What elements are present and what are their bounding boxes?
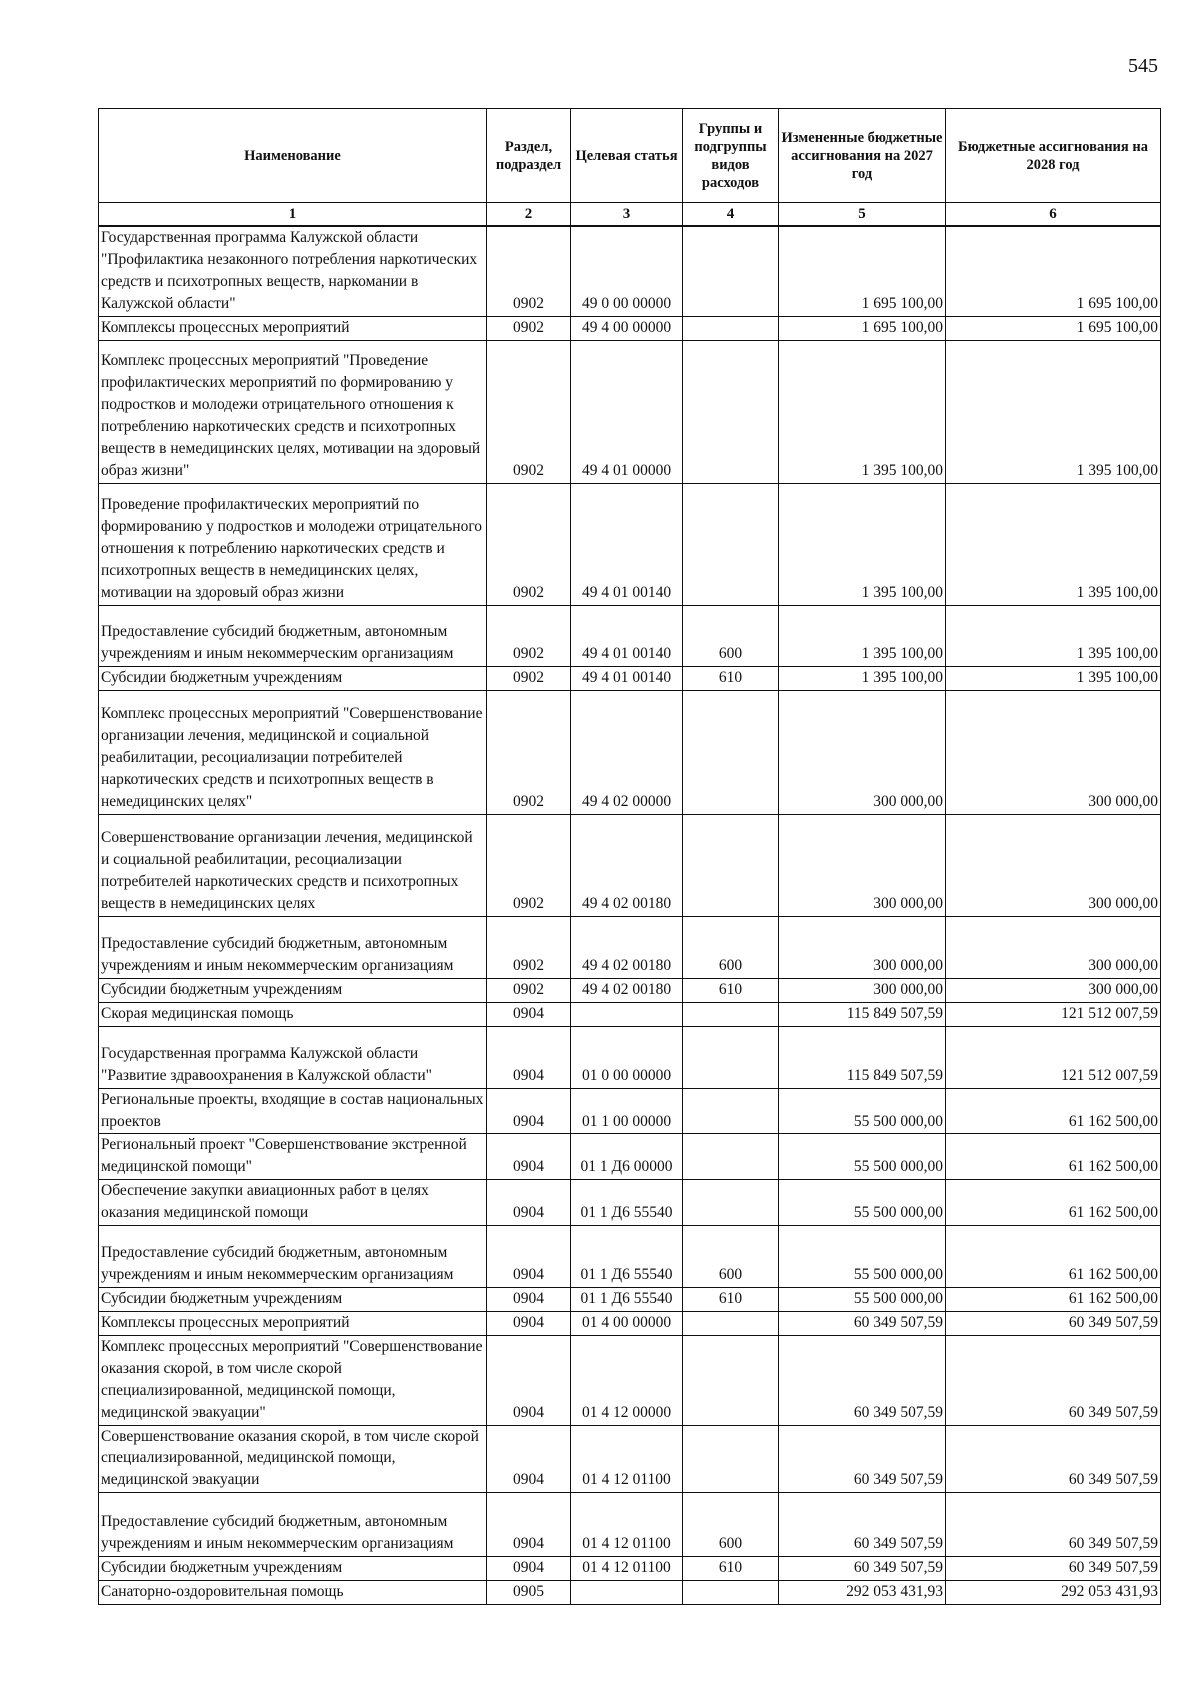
section-code: 0902 xyxy=(487,916,571,978)
expense-group xyxy=(683,814,779,916)
table-row xyxy=(99,814,1161,916)
table-row xyxy=(99,1311,1161,1335)
table-row xyxy=(99,1002,1161,1026)
expense-group: 600 xyxy=(683,916,779,978)
target-article: 49 4 01 00000 xyxy=(571,340,683,483)
row-name: Субсидии бюджетным учреждениям xyxy=(99,978,487,1002)
amount-2027: 55 500 000,00 xyxy=(779,1088,946,1134)
row-name: Субсидии бюджетным учреждениям xyxy=(99,1557,487,1581)
row-name: Комплекс процессных мероприятий "Совершенствование организации лечения, медицинской и социальной реабилитации, ресоциализации потребителей наркотических средств и психотропных веществ в немедицинских целях" xyxy=(99,690,487,814)
row-name: Субсидии бюджетным учреждениям xyxy=(99,1288,487,1312)
row-name: Проведение профилактических мероприятий по формированию у подростков и молодежи отрицательного отношения к потреблению наркотических средств и психотропных веществ в немедицинских целях, мотивации на здоровый образ жизни xyxy=(99,483,487,605)
amount-2028: 300 000,00 xyxy=(946,978,1161,1002)
amount-2027: 55 500 000,00 xyxy=(779,1134,946,1180)
target-article: 49 4 02 00180 xyxy=(571,916,683,978)
amount-2027: 1 395 100,00 xyxy=(779,605,946,666)
target-article: 01 0 00 00000 xyxy=(571,1026,683,1088)
amount-2028: 300 000,00 xyxy=(946,814,1161,916)
amount-2027: 300 000,00 xyxy=(779,814,946,916)
column-number: 3 xyxy=(571,203,683,227)
section-code: 0902 xyxy=(487,483,571,605)
target-article: 01 4 12 01100 xyxy=(571,1557,683,1581)
section-code: 0904 xyxy=(487,1557,571,1581)
column-number: 1 xyxy=(99,203,487,227)
amount-2027: 55 500 000,00 xyxy=(779,1288,946,1312)
section-code: 0904 xyxy=(487,1288,571,1312)
table-row xyxy=(99,605,1161,666)
section-code: 0904 xyxy=(487,1226,571,1288)
header-expense-groups: Группы и подгруппы видов расходов xyxy=(683,109,779,203)
amount-2027: 1 395 100,00 xyxy=(779,483,946,605)
amount-2028: 1 395 100,00 xyxy=(946,666,1161,690)
table-row xyxy=(99,1026,1161,1088)
amount-2027: 55 500 000,00 xyxy=(779,1180,946,1226)
target-article: 01 4 12 01100 xyxy=(571,1493,683,1557)
amount-2028: 300 000,00 xyxy=(946,916,1161,978)
row-name: Предоставление субсидий бюджетным, автономным учреждениям и иным некоммерческим организациям xyxy=(99,916,487,978)
section-code: 0905 xyxy=(487,1581,571,1605)
expense-group: 610 xyxy=(683,1288,779,1312)
amount-2027: 60 349 507,59 xyxy=(779,1557,946,1581)
amount-2027: 1 395 100,00 xyxy=(779,340,946,483)
amount-2027: 115 849 507,59 xyxy=(779,1002,946,1026)
row-name: Предоставление субсидий бюджетным, автономным учреждениям и иным некоммерческим организациям xyxy=(99,605,487,666)
row-name: Региональные проекты, входящие в состав национальных проектов xyxy=(99,1088,487,1134)
section-code: 0902 xyxy=(487,814,571,916)
amount-2028: 61 162 500,00 xyxy=(946,1180,1161,1226)
amount-2028: 60 349 507,59 xyxy=(946,1493,1161,1557)
amount-2027: 300 000,00 xyxy=(779,690,946,814)
amount-2027: 60 349 507,59 xyxy=(779,1493,946,1557)
header-section: Раздел, подраздел xyxy=(487,109,571,203)
expense-group xyxy=(683,1026,779,1088)
amount-2027: 60 349 507,59 xyxy=(779,1425,946,1493)
table-row xyxy=(99,1425,1161,1493)
amount-2028: 60 349 507,59 xyxy=(946,1557,1161,1581)
row-name: Комплекс процессных мероприятий "Проведение профилактических мероприятий по формированию у подростков и молодежи отрицательного отношения к потреблению наркотических средств и психотропных веществ в немедицинских целях, мотивации на здоровый образ жизни" xyxy=(99,340,487,483)
section-code: 0904 xyxy=(487,1180,571,1226)
row-name: Совершенствование организации лечения, медицинской и социальной реабилитации, ресоциализации потребителей наркотических средств и психотропных веществ в немедицинских целях xyxy=(99,814,487,916)
expense-group xyxy=(683,1581,779,1605)
section-code: 0904 xyxy=(487,1335,571,1425)
expense-group xyxy=(683,317,779,341)
amount-2028: 1 395 100,00 xyxy=(946,605,1161,666)
row-name: Санаторно-оздоровительная помощь xyxy=(99,1581,487,1605)
target-article: 49 4 02 00000 xyxy=(571,690,683,814)
amount-2028: 1 695 100,00 xyxy=(946,226,1161,317)
amount-2028: 61 162 500,00 xyxy=(946,1226,1161,1288)
target-article: 01 4 00 00000 xyxy=(571,1311,683,1335)
section-code: 0902 xyxy=(487,605,571,666)
target-article: 01 1 Д6 55540 xyxy=(571,1226,683,1288)
expense-group: 610 xyxy=(683,1557,779,1581)
section-code: 0904 xyxy=(487,1425,571,1493)
table-row xyxy=(99,483,1161,605)
section-code: 0904 xyxy=(487,1134,571,1180)
expense-group xyxy=(683,1180,779,1226)
amount-2028: 60 349 507,59 xyxy=(946,1335,1161,1425)
target-article: 49 0 00 00000 xyxy=(571,226,683,317)
row-name: Скорая медицинская помощь xyxy=(99,1002,487,1026)
expense-group xyxy=(683,1088,779,1134)
expense-group xyxy=(683,340,779,483)
amount-2028: 1 695 100,00 xyxy=(946,317,1161,341)
amount-2028: 60 349 507,59 xyxy=(946,1425,1161,1493)
amount-2028: 121 512 007,59 xyxy=(946,1002,1161,1026)
target-article xyxy=(571,1002,683,1026)
table-row xyxy=(99,666,1161,690)
column-number: 2 xyxy=(487,203,571,227)
section-code: 0904 xyxy=(487,1311,571,1335)
expense-group: 610 xyxy=(683,978,779,1002)
expense-group xyxy=(683,1311,779,1335)
target-article: 01 1 Д6 55540 xyxy=(571,1180,683,1226)
section-code: 0904 xyxy=(487,1002,571,1026)
row-name: Комплексы процессных мероприятий xyxy=(99,1311,487,1335)
expense-group: 600 xyxy=(683,1493,779,1557)
table-row xyxy=(99,1335,1161,1425)
table-row xyxy=(99,916,1161,978)
target-article: 01 4 12 01100 xyxy=(571,1425,683,1493)
table-row xyxy=(99,1226,1161,1288)
amount-2027: 1 695 100,00 xyxy=(779,317,946,341)
row-name: Субсидии бюджетным учреждениям xyxy=(99,666,487,690)
expense-group: 600 xyxy=(683,1226,779,1288)
target-article: 49 4 02 00180 xyxy=(571,978,683,1002)
amount-2027: 55 500 000,00 xyxy=(779,1226,946,1288)
amount-2027: 115 849 507,59 xyxy=(779,1026,946,1088)
target-article: 49 4 00 00000 xyxy=(571,317,683,341)
column-number: 6 xyxy=(946,203,1161,227)
table-row xyxy=(99,1180,1161,1226)
expense-group: 600 xyxy=(683,605,779,666)
amount-2028: 61 162 500,00 xyxy=(946,1288,1161,1312)
section-code: 0902 xyxy=(487,340,571,483)
table-row xyxy=(99,340,1161,483)
header-2028-allocations: Бюджетные ассигнования на 2028 год xyxy=(946,109,1161,203)
section-code: 0904 xyxy=(487,1493,571,1557)
expense-group xyxy=(683,483,779,605)
amount-2028: 1 395 100,00 xyxy=(946,483,1161,605)
amount-2028: 61 162 500,00 xyxy=(946,1088,1161,1134)
expense-group xyxy=(683,1134,779,1180)
amount-2027: 60 349 507,59 xyxy=(779,1335,946,1425)
expense-group: 610 xyxy=(683,666,779,690)
amount-2027: 1 695 100,00 xyxy=(779,226,946,317)
column-number: 5 xyxy=(779,203,946,227)
page-number: 545 xyxy=(1128,55,1158,77)
table-row xyxy=(99,1288,1161,1312)
target-article: 49 4 01 00140 xyxy=(571,666,683,690)
target-article: 49 4 02 00180 xyxy=(571,814,683,916)
amount-2027: 300 000,00 xyxy=(779,916,946,978)
row-name: Предоставление субсидий бюджетным, автономным учреждениям и иным некоммерческим организациям xyxy=(99,1226,487,1288)
row-name: Комплексы процессных мероприятий xyxy=(99,317,487,341)
section-code: 0902 xyxy=(487,666,571,690)
table-row xyxy=(99,690,1161,814)
amount-2028: 300 000,00 xyxy=(946,690,1161,814)
table-row xyxy=(99,1493,1161,1557)
section-code: 0904 xyxy=(487,1088,571,1134)
section-code: 0902 xyxy=(487,690,571,814)
amount-2028: 292 053 431,93 xyxy=(946,1581,1161,1605)
expense-group xyxy=(683,1002,779,1026)
target-article xyxy=(571,1581,683,1605)
amount-2028: 61 162 500,00 xyxy=(946,1134,1161,1180)
section-code: 0902 xyxy=(487,317,571,341)
header-target-article: Целевая статья xyxy=(571,109,683,203)
column-number: 4 xyxy=(683,203,779,227)
table-row xyxy=(99,1581,1161,1605)
target-article: 01 1 00 00000 xyxy=(571,1088,683,1134)
column-number-row xyxy=(99,203,1161,227)
header-2027-allocations: Измененные бюджетные ассигнования на 2027 год xyxy=(779,109,946,203)
header-name: Наименование xyxy=(99,109,487,203)
section-code: 0904 xyxy=(487,1026,571,1088)
row-name: Совершенствование оказания скорой, в том числе скорой специализированной, медицинской помощи, медицинской эвакуации xyxy=(99,1425,487,1493)
target-article: 49 4 01 00140 xyxy=(571,605,683,666)
table-row xyxy=(99,226,1161,317)
amount-2028: 60 349 507,59 xyxy=(946,1311,1161,1335)
table-row xyxy=(99,1557,1161,1581)
amount-2028: 121 512 007,59 xyxy=(946,1026,1161,1088)
table-row xyxy=(99,1088,1161,1134)
row-name: Государственная программа Калужской области "Развитие здравоохранения в Калужской области" xyxy=(99,1026,487,1088)
expense-group xyxy=(683,226,779,317)
table-body xyxy=(99,226,1161,1605)
expense-group xyxy=(683,1335,779,1425)
target-article: 01 1 Д6 55540 xyxy=(571,1288,683,1312)
target-article: 49 4 01 00140 xyxy=(571,483,683,605)
row-name: Региональный проект "Совершенствование экстренной медицинской помощи" xyxy=(99,1134,487,1180)
section-code: 0902 xyxy=(487,978,571,1002)
amount-2027: 292 053 431,93 xyxy=(779,1581,946,1605)
target-article: 01 1 Д6 00000 xyxy=(571,1134,683,1180)
budget-table xyxy=(98,108,1161,1605)
row-name: Комплекс процессных мероприятий "Совершенствование оказания скорой, в том числе скорой специализированной, медицинской помощи, медицинской эвакуации" xyxy=(99,1335,487,1425)
amount-2027: 1 395 100,00 xyxy=(779,666,946,690)
header-row xyxy=(99,109,1161,203)
amount-2028: 1 395 100,00 xyxy=(946,340,1161,483)
row-name: Государственная программа Калужской области "Профилактика незаконного потребления наркотических средств и психотропных веществ, наркомании в Калужской области" xyxy=(99,226,487,317)
row-name: Предоставление субсидий бюджетным, автономным учреждениям и иным некоммерческим организациям xyxy=(99,1493,487,1557)
expense-group xyxy=(683,1425,779,1493)
expense-group xyxy=(683,690,779,814)
amount-2027: 300 000,00 xyxy=(779,978,946,1002)
table-row xyxy=(99,978,1161,1002)
table-row xyxy=(99,317,1161,341)
row-name: Обеспечение закупки авиационных работ в целях оказания медицинской помощи xyxy=(99,1180,487,1226)
table-row xyxy=(99,1134,1161,1180)
section-code: 0902 xyxy=(487,226,571,317)
amount-2027: 60 349 507,59 xyxy=(779,1311,946,1335)
target-article: 01 4 12 00000 xyxy=(571,1335,683,1425)
